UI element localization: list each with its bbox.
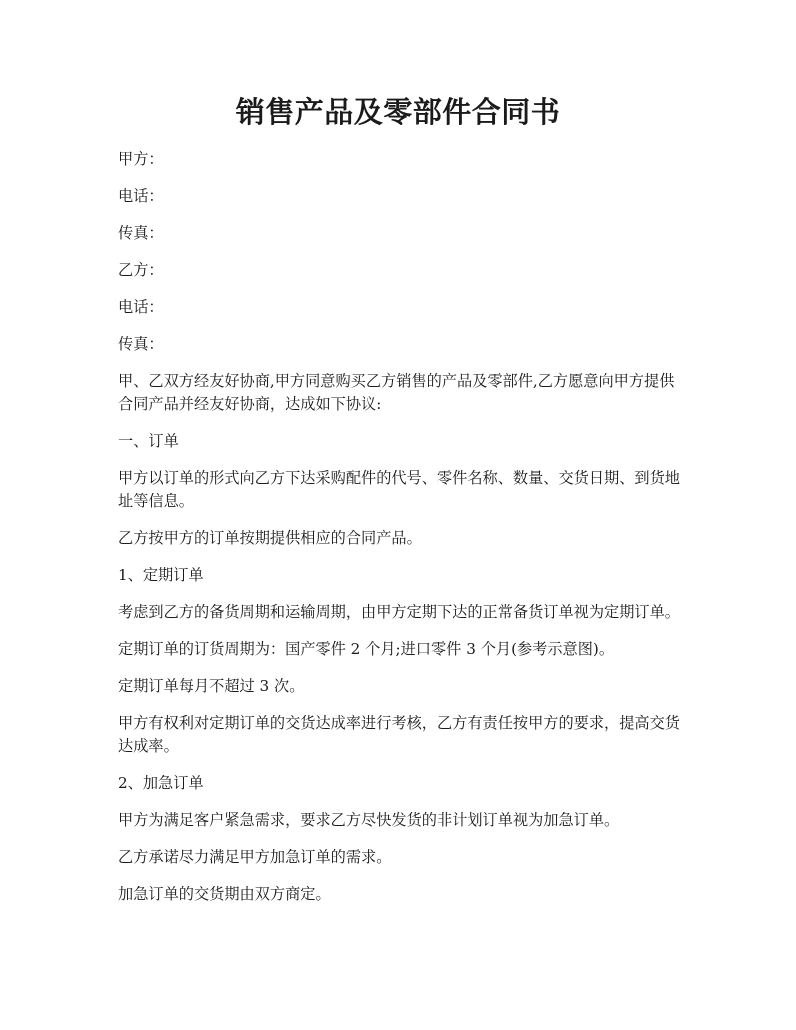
body-paragraph: 乙方按甲方的订单按期提供相应的合同产品。 (118, 529, 422, 547)
party-b-phone-label: 电话： (118, 298, 164, 316)
body-paragraph: 考虑到乙方的备货周期和运输周期，由甲方定期下达的正常备货订单视为定期订单。 (118, 603, 680, 621)
party-a-fax-label: 传真： (118, 224, 164, 242)
body-paragraph: 乙方承诺尽力满足甲方加急订单的需求。 (118, 848, 392, 866)
body-paragraph: 甲方以订单的形式向乙方下达采购配件的代号、零件名称、数量、交货日期、到货地址等信息。 (118, 469, 680, 510)
subsection-heading-urgent-orders: 2、加急订单 (118, 774, 204, 792)
subsection-heading-regular-orders: 1、定期订单 (118, 566, 204, 584)
body-paragraph: 甲方有权利对定期订单的交货达成率进行考核，乙方有责任按甲方的要求，提高交货达成率。 (118, 714, 680, 755)
party-a-phone-label: 电话： (118, 187, 164, 205)
party-a-label: 甲方： (118, 150, 164, 168)
body-paragraph: 定期订单每月不超过 3 次。 (118, 677, 305, 695)
body-paragraph: 加急订单的交货期由双方商定。 (118, 885, 331, 903)
party-b-label: 乙方： (118, 261, 164, 279)
party-b-fax-label: 传真： (118, 335, 164, 353)
intro-paragraph: 甲、乙双方经友好协商,甲方同意购买乙方销售的产品及零部件,乙方愿意向甲方提供合同产品并经友好协商，达成如下协议: (118, 372, 675, 413)
section-heading-orders: 一、订单 (118, 432, 179, 450)
document-body (118, 148, 688, 920)
body-paragraph: 定期订单的订货周期为：国产零件 2 个月;进口零件 3 个月(参考示意图)。 (118, 640, 615, 658)
body-paragraph: 甲方为满足客户紧急需求，要求乙方尽快发货的非计划订单视为加急订单。 (118, 811, 620, 829)
document-title: 销售产品及零部件合同书 (235, 95, 561, 129)
